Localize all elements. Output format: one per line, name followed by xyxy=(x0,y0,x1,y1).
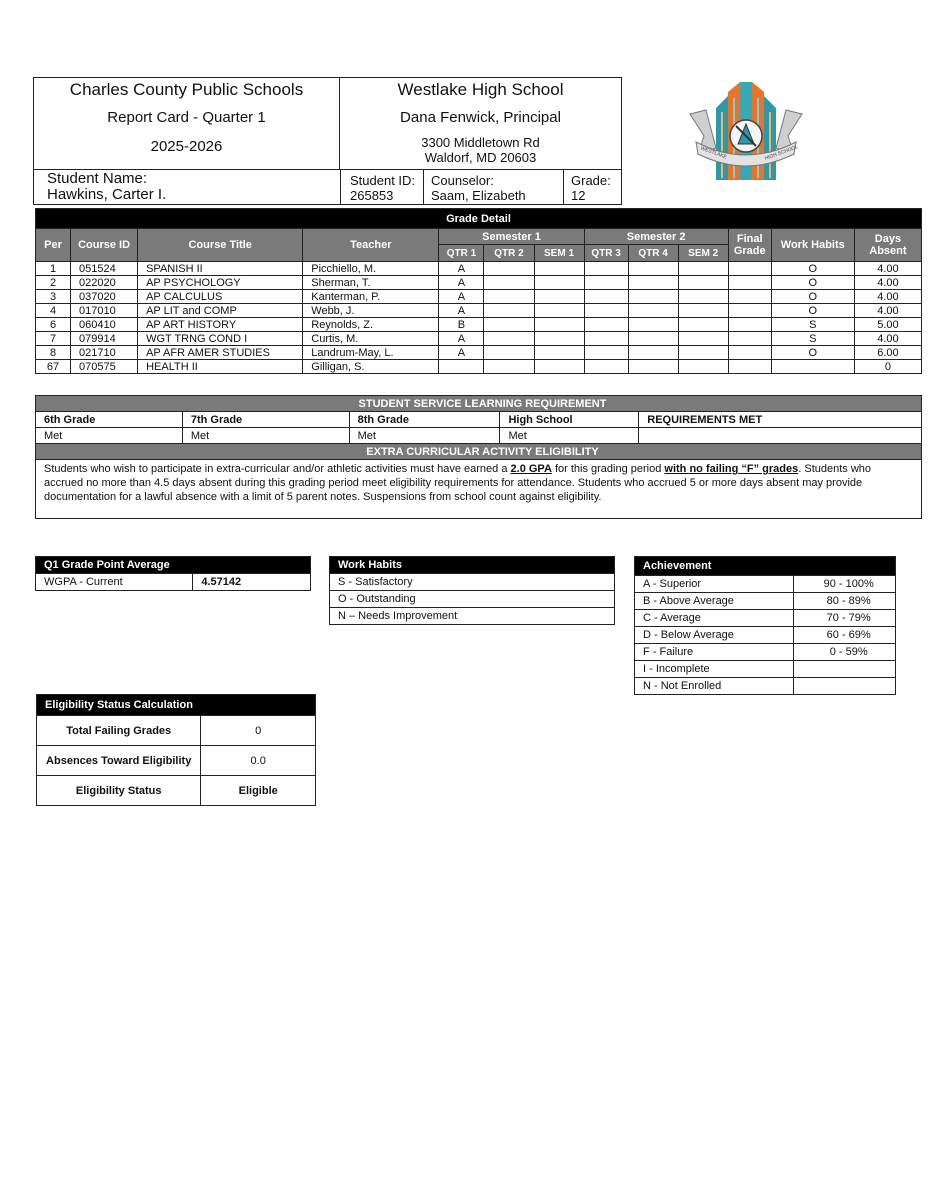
ssl-value-7th: Met xyxy=(182,428,349,444)
cell-sem1 xyxy=(534,290,584,304)
cell-final-grade xyxy=(728,360,771,374)
cell-qtr4 xyxy=(628,346,678,360)
cell-course-title: HEALTH II xyxy=(138,360,303,374)
cell-per: 4 xyxy=(36,304,71,318)
work-habit-o: O - Outstanding xyxy=(330,591,615,608)
cell-final-grade xyxy=(728,318,771,332)
col-work-habits: Work Habits xyxy=(771,229,854,262)
cell-per: 2 xyxy=(36,276,71,290)
cell-qtr2 xyxy=(484,290,534,304)
cell-teacher: Reynolds, Z. xyxy=(303,318,439,332)
col-teacher: Teacher xyxy=(303,229,439,262)
cell-course-id: 070575 xyxy=(71,360,138,374)
cell-qtr3 xyxy=(584,360,628,374)
cell-course-title: AP AFR AMER STUDIES xyxy=(138,346,303,360)
cell-course-id: 022020 xyxy=(71,276,138,290)
work-habits-title: Work Habits xyxy=(330,557,615,574)
grade-detail-table xyxy=(35,208,922,374)
cell-sem2 xyxy=(678,346,728,360)
cell-qtr4 xyxy=(628,332,678,346)
ssl-value-met xyxy=(639,428,922,444)
achievement-label: I - Incomplete xyxy=(635,661,794,678)
cell-qtr1: B xyxy=(439,318,484,332)
work-habit-n: N – Needs Improvement xyxy=(330,608,615,625)
grade-row xyxy=(36,318,922,332)
cell-qtr2 xyxy=(484,318,534,332)
cell-qtr1: A xyxy=(439,304,484,318)
cell-work-habits: O xyxy=(771,262,854,276)
achievement-row xyxy=(635,644,896,661)
gpa-value: 4.57142 xyxy=(193,574,311,591)
achievement-row xyxy=(635,661,896,678)
cell-qtr2 xyxy=(484,332,534,346)
grade-label: Grade: xyxy=(571,173,611,188)
ssl-value-hs: Met xyxy=(500,428,639,444)
col-qtr1: QTR 1 xyxy=(439,245,484,262)
cell-work-habits: O xyxy=(771,276,854,290)
eligibility-calc-table xyxy=(36,694,316,806)
grade-row xyxy=(36,304,922,318)
student-name-label: Student Name: xyxy=(47,170,148,187)
ssl-header-6th: 6th Grade xyxy=(36,412,183,428)
student-name-cell xyxy=(34,169,340,204)
student-id-label: Student ID: xyxy=(350,173,416,188)
ssl-header-hs: High School xyxy=(500,412,639,428)
principal-name: Dana Fenwick, Principal xyxy=(400,109,561,126)
achievement-label: D - Below Average xyxy=(635,627,794,644)
cell-qtr2 xyxy=(484,276,534,290)
gpa-requirement: 2.0 GPA xyxy=(510,463,552,475)
school-logo-graphic xyxy=(686,78,806,198)
cell-final-grade xyxy=(728,276,771,290)
cell-sem1 xyxy=(534,360,584,374)
cell-qtr4 xyxy=(628,290,678,304)
cell-days-absent: 4.00 xyxy=(854,276,921,290)
cell-teacher: Landrum-May, L. xyxy=(303,346,439,360)
grade-row xyxy=(36,346,922,360)
cell-qtr3 xyxy=(584,318,628,332)
col-final-grade: Final Grade xyxy=(728,229,771,262)
eligibility-text xyxy=(36,460,922,519)
ssl-title: STUDENT SERVICE LEARNING REQUIREMENT xyxy=(36,396,922,412)
cell-teacher: Webb, J. xyxy=(303,304,439,318)
cell-per: 67 xyxy=(36,360,71,374)
cell-final-grade xyxy=(728,346,771,360)
achievement-label: N - Not Enrolled xyxy=(635,678,794,695)
cell-qtr2 xyxy=(484,360,534,374)
report-header xyxy=(33,77,622,205)
cell-sem2 xyxy=(678,318,728,332)
failing-grades-value: 0 xyxy=(201,716,316,746)
ssl-header-7th: 7th Grade xyxy=(182,412,349,428)
school-logo xyxy=(686,78,806,198)
cell-qtr3 xyxy=(584,332,628,346)
cell-final-grade xyxy=(728,290,771,304)
cell-qtr1: A xyxy=(439,290,484,304)
grade-row xyxy=(36,262,922,276)
absences-label: Absences Toward Eligibility xyxy=(37,746,201,776)
cell-sem1 xyxy=(534,262,584,276)
work-habits-table xyxy=(329,556,615,625)
cell-final-grade xyxy=(728,332,771,346)
absences-value: 0.0 xyxy=(201,746,316,776)
cell-qtr4 xyxy=(628,318,678,332)
school-year: 2025-2026 xyxy=(150,138,223,155)
counselor-name: Saam, Elizabeth xyxy=(431,188,526,203)
student-name: Hawkins, Carter I. xyxy=(47,186,167,203)
ssl-header-met: REQUIREMENTS MET xyxy=(639,412,922,428)
cell-sem2 xyxy=(678,262,728,276)
cell-qtr4 xyxy=(628,360,678,374)
cell-course-id: 037020 xyxy=(71,290,138,304)
cell-qtr2 xyxy=(484,346,534,360)
cell-qtr3 xyxy=(584,290,628,304)
cell-teacher: Sherman, T. xyxy=(303,276,439,290)
achievement-row xyxy=(635,610,896,627)
cell-per: 6 xyxy=(36,318,71,332)
grade-row xyxy=(36,290,922,304)
cell-qtr3 xyxy=(584,346,628,360)
cell-sem2 xyxy=(678,360,728,374)
address-line2: Waldorf, MD 20603 xyxy=(424,150,537,165)
eligibility-status-value: Eligible xyxy=(201,776,316,806)
cell-sem2 xyxy=(678,332,728,346)
achievement-rows xyxy=(635,576,896,695)
cell-days-absent: 4.00 xyxy=(854,262,921,276)
cell-per: 8 xyxy=(36,346,71,360)
work-habit-s: S - Satisfactory xyxy=(330,574,615,591)
failing-grades-label: Total Failing Grades xyxy=(37,716,201,746)
cell-qtr2 xyxy=(484,262,534,276)
cell-teacher: Curtis, M. xyxy=(303,332,439,346)
cell-qtr4 xyxy=(628,276,678,290)
cell-qtr2 xyxy=(484,304,534,318)
report-title: Report Card - Quarter 1 xyxy=(107,109,266,126)
eligibility-text-3: . Students who accrued no more than 4.5 days absent during this grading period meet eligibility requirements for attendance. Students who accrued 5 or more days absent may provide documentation for a lawful absence with a limit of 5 parent notes. Suspensions from school count against eligibility. xyxy=(44,463,872,503)
cell-qtr1: A xyxy=(439,346,484,360)
cell-sem1 xyxy=(534,346,584,360)
achievement-range: 80 - 89% xyxy=(794,593,896,610)
col-sem2: SEM 2 xyxy=(678,245,728,262)
cell-course-id: 017010 xyxy=(71,304,138,318)
cell-sem1 xyxy=(534,304,584,318)
eligibility-calc-title: Eligibility Status Calculation xyxy=(37,695,316,716)
cell-days-absent: 4.00 xyxy=(854,332,921,346)
cell-per: 3 xyxy=(36,290,71,304)
achievement-row xyxy=(635,593,896,610)
cell-course-id: 060410 xyxy=(71,318,138,332)
grade-rows xyxy=(36,262,922,374)
ssl-value-8th: Met xyxy=(349,428,500,444)
achievement-range xyxy=(794,661,896,678)
ssl-value-6th: Met xyxy=(36,428,183,444)
cell-sem1 xyxy=(534,276,584,290)
cell-qtr1: A xyxy=(439,262,484,276)
eligibility-title: EXTRA CURRICULAR ACTIVITY ELIGIBILITY xyxy=(36,444,922,460)
achievement-title: Achievement xyxy=(635,557,896,576)
cell-work-habits: O xyxy=(771,346,854,360)
col-days-absent: Days Absent xyxy=(854,229,921,262)
cell-days-absent: 5.00 xyxy=(854,318,921,332)
achievement-label: F - Failure xyxy=(635,644,794,661)
ssl-table xyxy=(35,395,922,519)
cell-course-title: AP LIT and COMP xyxy=(138,304,303,318)
cell-qtr1: A xyxy=(439,276,484,290)
achievement-table xyxy=(634,556,896,695)
cell-course-title: AP CALCULUS xyxy=(138,290,303,304)
cell-qtr1 xyxy=(439,360,484,374)
cell-per: 7 xyxy=(36,332,71,346)
cell-sem1 xyxy=(534,332,584,346)
achievement-range: 60 - 69% xyxy=(794,627,896,644)
grade-detail-title: Grade Detail xyxy=(36,209,922,229)
cell-qtr3 xyxy=(584,304,628,318)
col-per: Per xyxy=(36,229,71,262)
gpa-table xyxy=(35,556,311,591)
cell-course-title: WGT TRNG COND I xyxy=(138,332,303,346)
cell-teacher: Picchiello, M. xyxy=(303,262,439,276)
cell-qtr4 xyxy=(628,304,678,318)
col-qtr2: QTR 2 xyxy=(484,245,534,262)
counselor-label: Counselor: xyxy=(431,173,494,188)
cell-course-id: 021710 xyxy=(71,346,138,360)
cell-course-title: AP PSYCHOLOGY xyxy=(138,276,303,290)
col-qtr4: QTR 4 xyxy=(628,245,678,262)
achievement-range: 0 - 59% xyxy=(794,644,896,661)
school-block xyxy=(340,78,621,169)
col-course-id: Course ID xyxy=(71,229,138,262)
cell-course-id: 079914 xyxy=(71,332,138,346)
achievement-row xyxy=(635,576,896,593)
achievement-label: B - Above Average xyxy=(635,593,794,610)
cell-work-habits xyxy=(771,360,854,374)
cell-course-title: SPANISH II xyxy=(138,262,303,276)
grade-row xyxy=(36,332,922,346)
cell-teacher: Gilligan, S. xyxy=(303,360,439,374)
district-name: Charles County Public Schools xyxy=(69,80,304,99)
col-semester1: Semester 1 xyxy=(439,229,584,245)
gpa-label: WGPA - Current xyxy=(36,574,193,591)
school-name: Westlake High School xyxy=(397,80,564,99)
achievement-range xyxy=(794,678,896,695)
no-fail-requirement: with no failing “F” grades xyxy=(664,463,799,475)
cell-course-id: 051524 xyxy=(71,262,138,276)
achievement-row xyxy=(635,678,896,695)
grade-cell xyxy=(563,169,621,204)
cell-qtr3 xyxy=(584,276,628,290)
grade-value: 12 xyxy=(571,188,586,203)
achievement-row xyxy=(635,627,896,644)
col-course-title: Course Title xyxy=(138,229,303,262)
cell-days-absent: 6.00 xyxy=(854,346,921,360)
eligibility-text-2: for this grading period xyxy=(551,463,665,475)
district-block xyxy=(34,78,340,169)
grade-row xyxy=(36,276,922,290)
achievement-range: 70 - 79% xyxy=(794,610,896,627)
cell-per: 1 xyxy=(36,262,71,276)
col-sem1: SEM 1 xyxy=(534,245,584,262)
eligibility-text-1: Students who wish to participate in extra-curricular and/or athletic activities must have earned a xyxy=(44,463,511,475)
cell-final-grade xyxy=(728,262,771,276)
ssl-header-8th: 8th Grade xyxy=(349,412,500,428)
cell-days-absent: 4.00 xyxy=(854,290,921,304)
student-id-cell xyxy=(340,169,423,204)
achievement-label: C - Average xyxy=(635,610,794,627)
cell-work-habits: O xyxy=(771,304,854,318)
cell-qtr1: A xyxy=(439,332,484,346)
cell-sem2 xyxy=(678,276,728,290)
grade-row xyxy=(36,360,922,374)
col-qtr3: QTR 3 xyxy=(584,245,628,262)
cell-teacher: Kanterman, P. xyxy=(303,290,439,304)
col-semester2: Semester 2 xyxy=(584,229,728,245)
cell-qtr4 xyxy=(628,262,678,276)
cell-sem1 xyxy=(534,318,584,332)
cell-work-habits: S xyxy=(771,318,854,332)
achievement-label: A - Superior xyxy=(635,576,794,593)
cell-qtr3 xyxy=(584,262,628,276)
cell-course-title: AP ART HISTORY xyxy=(138,318,303,332)
student-id: 265853 xyxy=(350,188,394,203)
cell-days-absent: 0 xyxy=(854,360,921,374)
logo-text-right: HIGH SCHOOL xyxy=(764,144,799,162)
cell-final-grade xyxy=(728,304,771,318)
address-line1: 3300 Middletown Rd xyxy=(421,135,540,150)
cell-work-habits: S xyxy=(771,332,854,346)
cell-sem2 xyxy=(678,290,728,304)
achievement-range: 90 - 100% xyxy=(794,576,896,593)
cell-work-habits: O xyxy=(771,290,854,304)
cell-sem2 xyxy=(678,304,728,318)
eligibility-status-label: Eligibility Status xyxy=(37,776,201,806)
gpa-title: Q1 Grade Point Average xyxy=(36,557,311,574)
counselor-cell xyxy=(423,169,563,204)
logo-text-left: WESTLAKE xyxy=(699,145,728,161)
school-address xyxy=(340,135,621,165)
cell-days-absent: 4.00 xyxy=(854,304,921,318)
